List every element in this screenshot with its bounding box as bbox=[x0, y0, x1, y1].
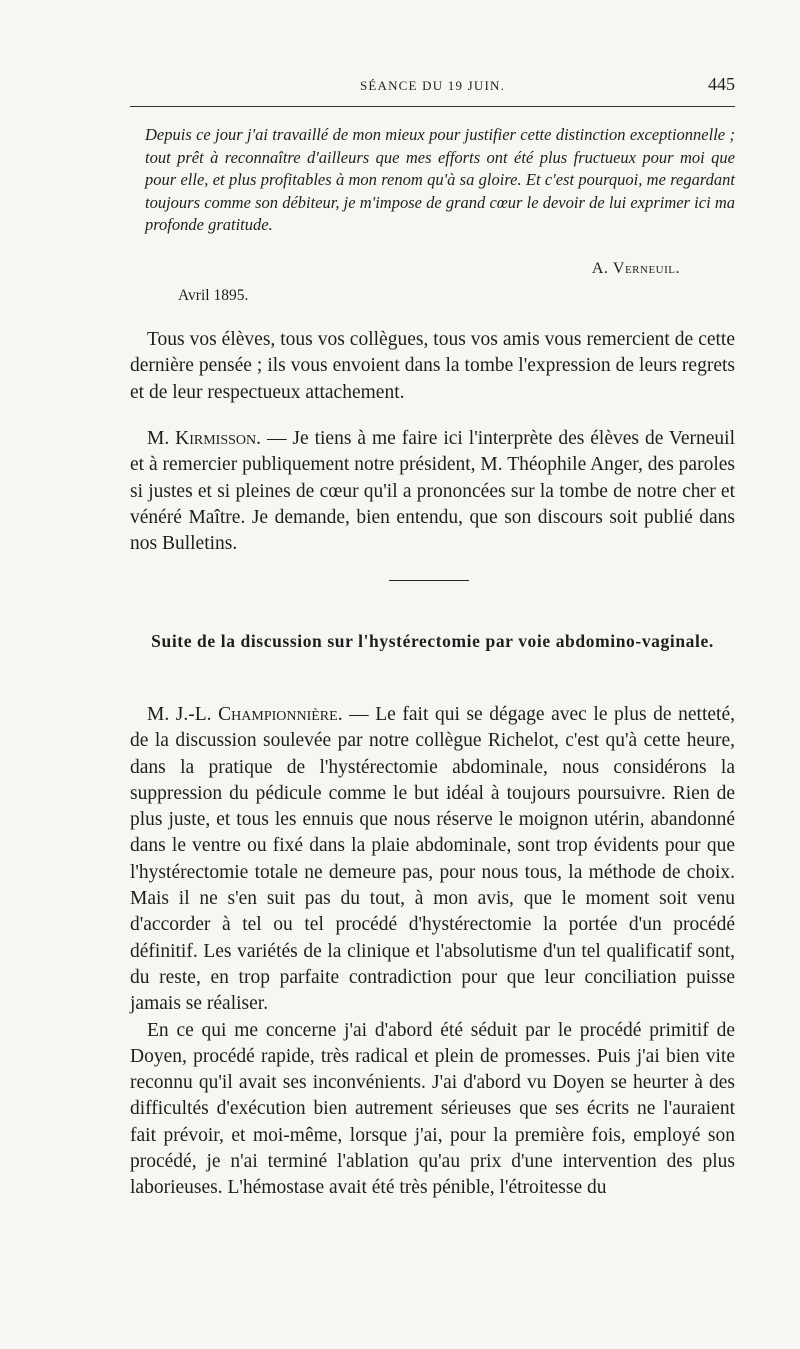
header-rule bbox=[130, 106, 735, 107]
paragraph-text: — Le fait qui se dégage avec le plus de netteté, de la discussion soulevée par notre collègue Richelot, c'est qu'à cette heure, dans la pratique de l'hystérectomie abdominale, nous considérons la suppression du pédicule comme le but idéal à toujours poursuivre. Rien de plus juste, et tous les ennuis que nous réserve le moignon utérin, abandonné dans le ventre ou fixé dans la plaie abdominale, sont trop évidents pour que l'hystérectomie totale ne demeure pas, pour nous tous, la méthode de choix. Mais il ne s'en suit pas du tout, à mon avis, que le moment soit venu d'accorder à tel ou tel procédé d'hystérectomie la portée d'un procédé définitif. Les variétés de la clinique et l'absolutisme d'un tel qualificatif sont, du reste, en trop parfaite contradiction pour que leur conciliation puisse jamais se réaliser. bbox=[130, 704, 735, 1015]
quoted-letter: Depuis ce jour j'ai travaillé de mon mieux pour justifier cette distinction exceptionnelle ; tout prêt à reconnaître d'ailleurs que mes efforts ont été plus fructueux pour moi que pour elle, et plus profitables à mon renom qu'à sa gloire. Et c'est pourquoi, me regardant toujours comme son débiteur, je m'impose de grand cœur le devoir de lui exprimer ici ma profonde gratitude. bbox=[145, 125, 735, 235]
speaker-prefix: M. J.-L. bbox=[147, 704, 219, 725]
running-head: SÉANCE DU 19 JUIN. bbox=[359, 78, 506, 93]
speaker-name: Kirmisson. bbox=[175, 428, 262, 449]
speaker-prefix: M. bbox=[147, 428, 176, 449]
paragraph-kirmisson bbox=[130, 426, 735, 557]
signature-initial: A. bbox=[591, 260, 613, 277]
section-title: Suite de la discussion sur l'hystérectomie par voie abdomino-vaginale. bbox=[151, 631, 714, 651]
signature-name: Verneuil. bbox=[612, 260, 680, 277]
letter-signature bbox=[592, 260, 680, 278]
section-separator bbox=[389, 580, 469, 581]
page-number: 445 bbox=[708, 74, 735, 94]
discussion-body bbox=[130, 702, 735, 1202]
paragraph-championniere bbox=[130, 702, 735, 1018]
letter-date: Avril 1895. bbox=[178, 287, 249, 304]
paragraph-tribute bbox=[130, 327, 735, 406]
page-header bbox=[130, 74, 735, 102]
paragraph-text: Tous vos élèves, tous vos collègues, tous vos amis vous remercient de cette dernière pensée ; ils vous envoient dans la tombe l'expression de leurs regrets et de leur respectueux attachement. bbox=[130, 329, 735, 403]
paragraph-doyen: En ce qui me concerne j'ai d'abord été séduit par le procédé primitif de Doyen, procédé rapide, très radical et plein de promesses. Puis j'ai bien vite reconnu qu'il avait ses inconvénients. J'ai d'abord vu Doyen se heurter à des difficultés d'exécution bien autrement sérieuses que ses écrits ne l'auraient fait prévoir, et moi-même, lorsque j'ai, pour la première fois, employé son procédé, je n'ai terminé l'ablation qu'au prix d'une intervention des plus laborieuses. L'hémostase avait été très pénible, l'étroitesse du bbox=[130, 1019, 735, 1199]
speaker-name: Championnière. bbox=[218, 704, 343, 725]
paragraph-text: — Je tiens à me faire ici l'interprète des élèves de Verneuil et à remercier publiquement notre président, M. Théophile Anger, des paroles si justes et si pleines de cœur qu'il a prononcées sur la tombe de notre cher et vénéré Maître. Je demande, bien entendu, que son discours soit publié dans nos Bulletins. bbox=[130, 428, 735, 555]
